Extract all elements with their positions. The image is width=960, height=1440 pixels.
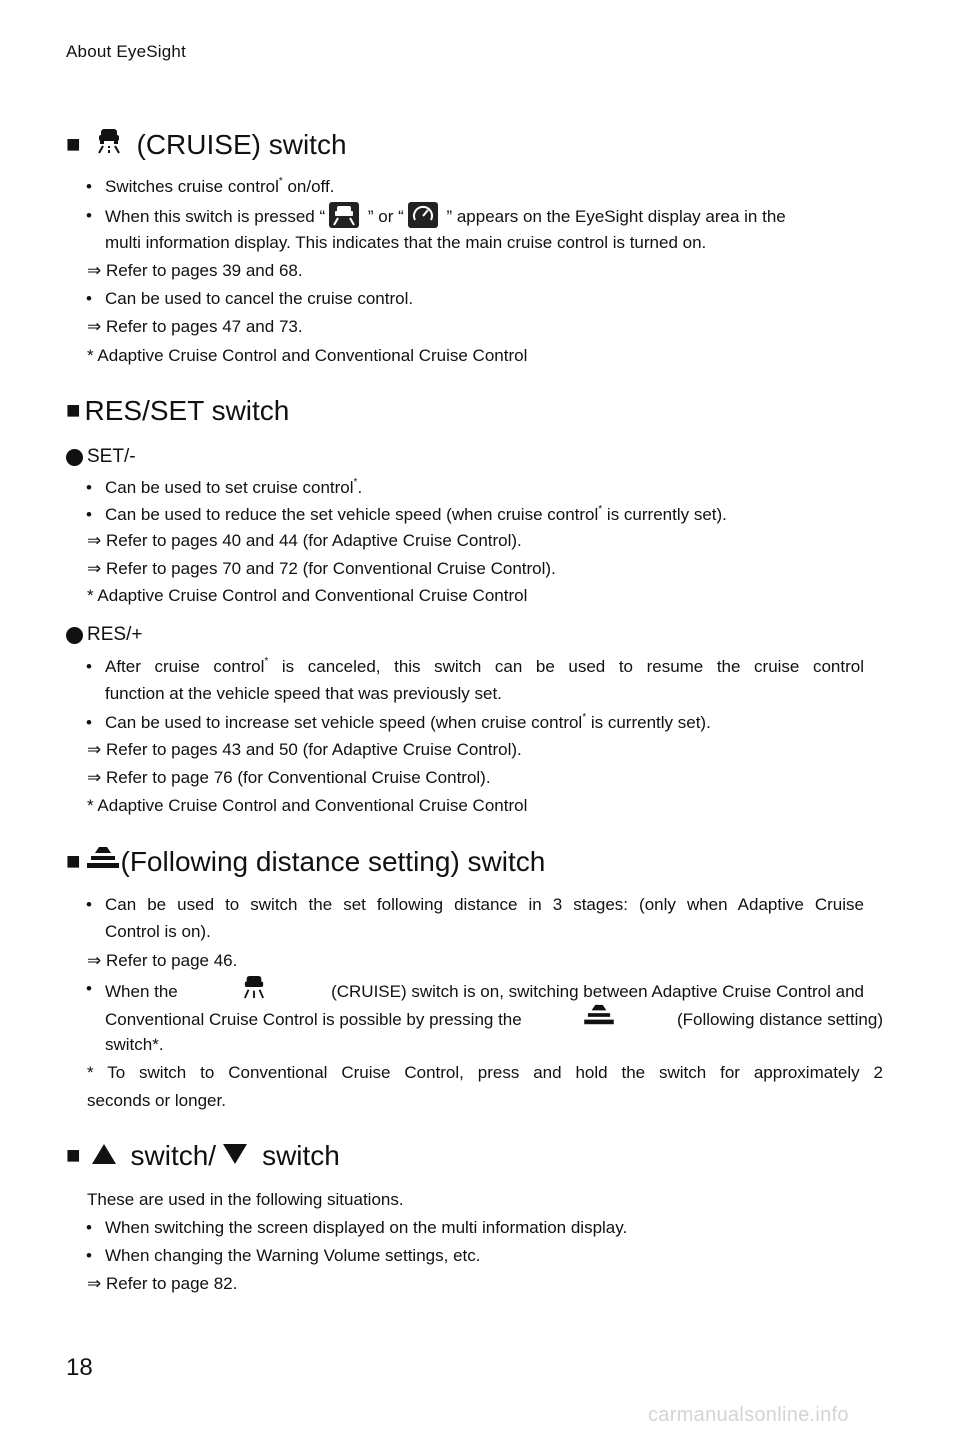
res-set-heading: ■ RES/SET switch [66,395,290,426]
footnote: * To switch to Conventional Cruise Control, press and hold the switch for approximately 2 [87,1063,883,1082]
res-subheading: RES/+ [66,624,142,646]
bullet: • [86,713,92,732]
bullet: • [86,1218,92,1237]
watermark: carmanualsonline.info [648,1404,849,1426]
arrow-icon: ⇒ [87,768,102,787]
bullet: • [86,895,92,914]
following-distance-icon [85,845,121,878]
running-header: About EyeSight [66,42,186,61]
arrow-icon: ⇒ [87,261,102,280]
intro-text: These are used in the following situations. [87,1190,404,1209]
heading-text: (CRUISE) switch [136,128,347,160]
page-reference: ⇒ Refer to pages 40 and 44 (for Adaptive Cruise Control). [87,531,522,550]
circle-bullet-icon [66,449,83,466]
list-item: • When switching the screen displayed on the multi information display. [86,1214,627,1241]
footnote: * Adaptive Cruise Control and Conventional Cruise Control [87,346,528,365]
arrow-icon: ⇒ [87,559,102,578]
list-item-continuation: switch*. [105,1035,164,1054]
list-item-continuation: Control is on). [105,922,211,941]
circle-bullet-icon [66,627,83,644]
list-item-continuation: Conventional Cruise Control is possible by pressing the (Following distance setting) [105,1003,883,1035]
footnote: * Adaptive Cruise Control and Conventional Cruise Control [87,796,528,815]
list-item: • When this switch is pressed “ ” or “ ” appears on the EyeSight display area in the [86,202,786,236]
footnote-continuation: seconds or longer. [87,1091,226,1110]
list-item: • When changing the Warning Volume settings, etc. [86,1242,480,1269]
list-item: • Can be used to reduce the set vehicle speed (when cruise control* is currently set). [86,501,727,528]
bullet: • [86,177,92,196]
cruise-switch-heading [66,128,347,161]
page-reference: ⇒ Refer to pages 43 and 50 (for Adaptive Cruise Control). [87,740,522,759]
arrow-icon: ⇒ [87,1274,102,1293]
page-number: 18 [66,1354,93,1381]
bullet: • [86,289,92,308]
list-item: • Can be used to set cruise control*. [86,474,362,501]
page-reference: ⇒ Refer to pages 70 and 72 (for Conventional Cruise Control). [87,559,556,578]
list-item: • When the (CRUISE) switch is on, switching between Adaptive Cruise Control and [86,975,864,1007]
cruise-car-icon [97,128,121,161]
page-reference: ⇒ Refer to page 82. [87,1274,238,1293]
heading-square-marker: ■ [66,1142,81,1169]
list-item: • Can be used to increase set vehicle speed (when cruise control* is currently set). [86,709,711,736]
list-item: • Switches cruise control* on/off. [86,173,334,200]
heading-square-marker: ■ [66,847,81,875]
triangle-down-icon [222,1140,248,1172]
page-reference: ⇒ Refer to page 76 (for Conventional Cruise Control). [87,768,491,787]
following-distance-icon [582,1003,616,1035]
list-item-continuation: function at the vehicle speed that was previously set. [105,684,502,703]
bullet: • [86,1246,92,1265]
arrow-icon: ⇒ [87,951,102,970]
up-down-switch-heading: ■ switch/ switch [66,1140,340,1171]
heading-square-marker: ■ [66,397,81,424]
arrow-icon: ⇒ [87,740,102,759]
bullet: • [86,206,92,225]
list-item: • Can be used to cancel the cruise control. [86,285,413,312]
footnote: * Adaptive Cruise Control and Conventional Cruise Control [87,586,528,605]
arrow-icon: ⇒ [87,531,102,550]
arrow-icon: ⇒ [87,317,102,336]
list-item: • After cruise control* is canceled, this switch can be used to resume the cruise control [86,653,864,680]
page-reference: ⇒ Refer to pages 39 and 68. [87,261,303,280]
list-item-continuation: multi information display. This indicates that the main cruise control is turned on. [105,233,707,252]
triangle-up-icon [91,1140,117,1172]
bullet: • [86,979,92,998]
following-distance-heading: ■ (Following distance setting) switch [66,845,546,877]
list-item: • Can be used to switch the set following distance in 3 stages: (only when Adaptive Cruise [86,891,864,918]
bullet: • [86,657,92,676]
set-subheading: SET/- [66,446,136,468]
page-reference: ⇒ Refer to pages 47 and 73. [87,317,303,336]
heading-square-marker: ■ [66,130,81,158]
bullet: • [86,505,92,524]
page-reference: ⇒ Refer to page 46. [87,951,238,970]
bullet: • [86,478,92,497]
